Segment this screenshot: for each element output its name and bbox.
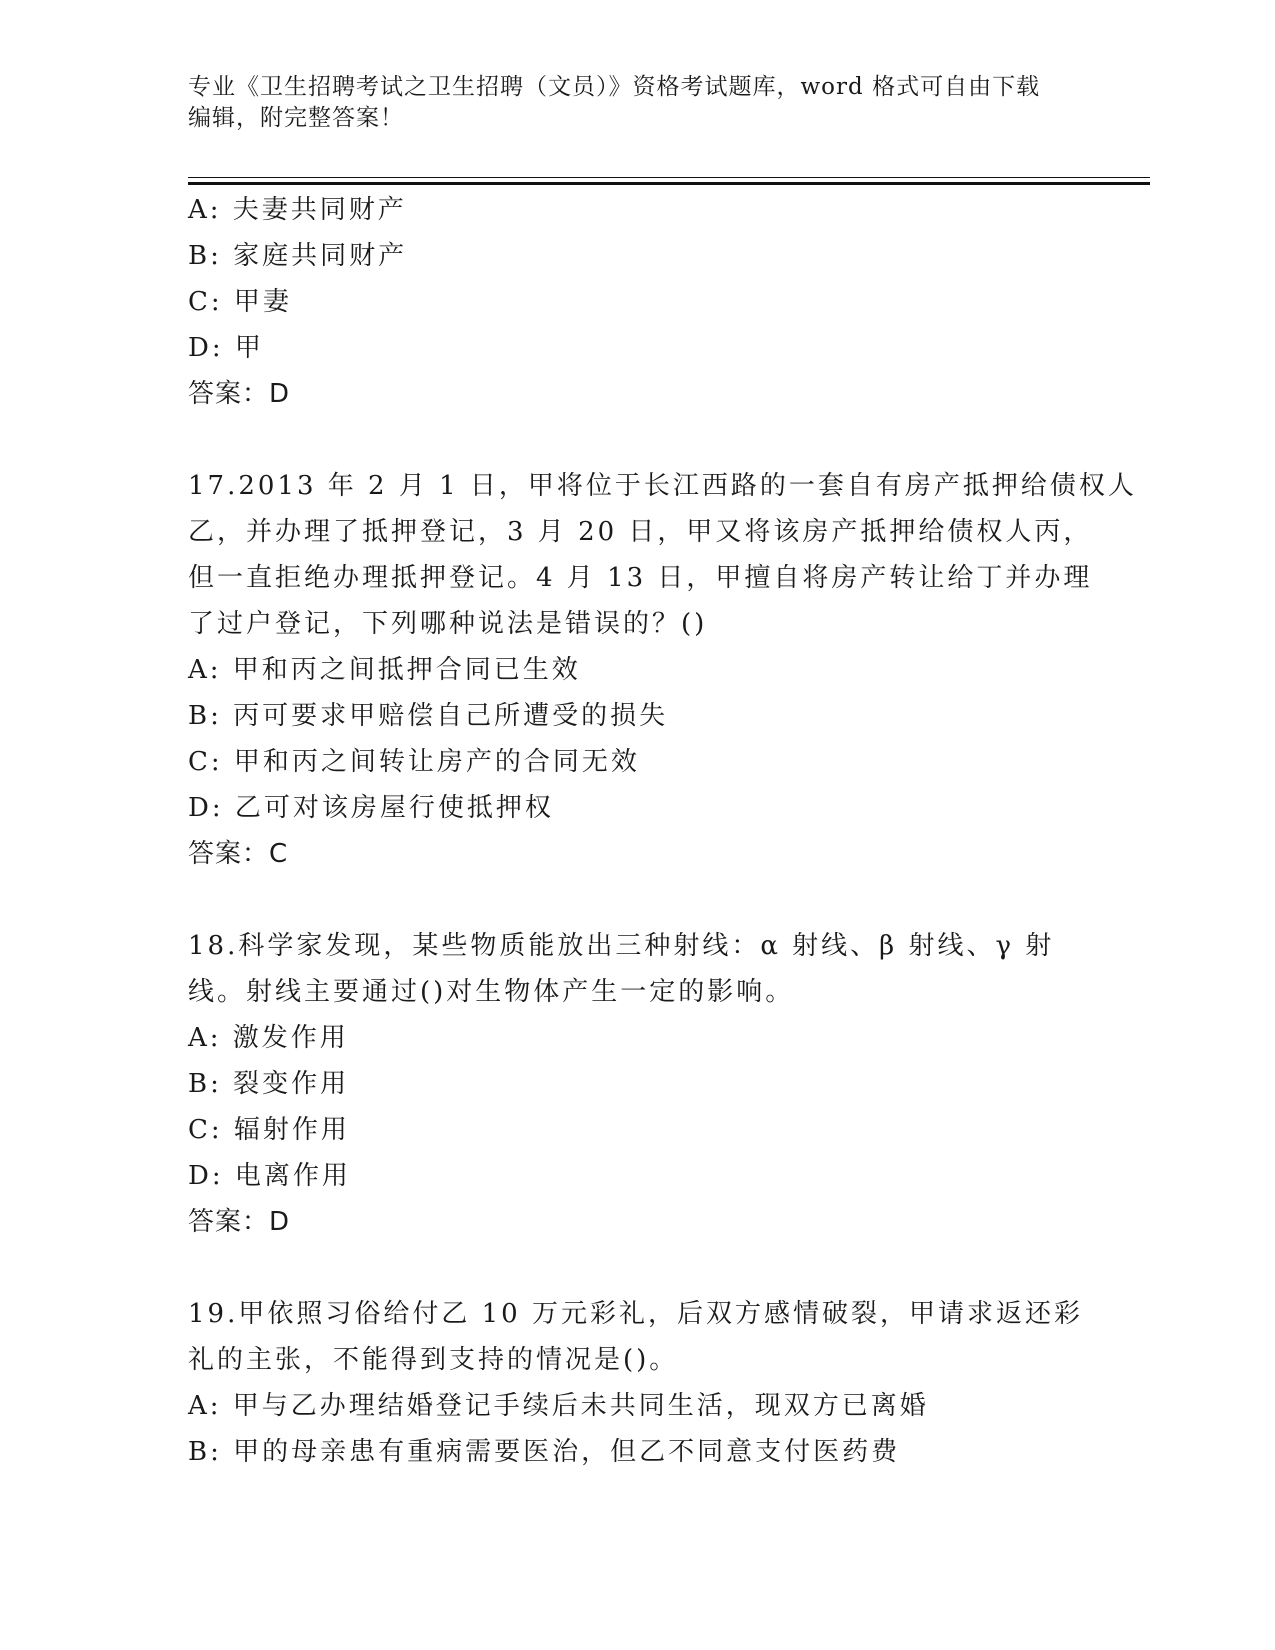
answer-option: B: 丙可要求甲赔偿自己所遭受的损失: [188, 701, 669, 731]
question-text-line: 了过户登记，下列哪种说法是错误的？(): [188, 609, 708, 639]
question-block: [188, 923, 1108, 1245]
header-divider-thin: [188, 177, 1150, 178]
answer-option: C: 辐射作用: [188, 1115, 350, 1145]
answer-key: 答案：C: [188, 839, 289, 869]
answer-key: 答案：D: [188, 1207, 291, 1237]
answer-option: A: 甲和丙之间抵押合同已生效: [188, 655, 581, 685]
header-divider-thick: [188, 182, 1150, 185]
question-text-line: 17.2013 年 2 月 1 日，甲将位于长江西路的一套自有房产抵押给债权人: [188, 471, 1137, 501]
question-block: [188, 187, 1108, 417]
answer-option: D: 电离作用: [188, 1161, 351, 1191]
header-line-2: 编辑，附完整答案！: [188, 105, 404, 131]
header-line-1: 专业《卫生招聘考试之卫生招聘（文员）》资格考试题库，word 格式可自由下载: [188, 74, 1041, 100]
question-list: [188, 187, 1137, 1475]
answer-key: 答案：D: [188, 379, 291, 409]
question-block: [188, 463, 1137, 877]
answer-option: C: 甲妻: [188, 287, 292, 317]
page-header: [188, 72, 1088, 134]
question-block: [188, 1291, 1108, 1475]
answer-option: A: 激发作用: [188, 1023, 349, 1053]
answer-option: B: 家庭共同财产: [188, 241, 408, 271]
answer-option: D: 甲: [188, 333, 264, 363]
answer-option: B: 甲的母亲患有重病需要医治，但乙不同意支付医药费: [188, 1437, 901, 1467]
answer-option: A: 夫妻共同财产: [188, 195, 407, 225]
question-text-line: 线。射线主要通过()对生物体产生一定的影响。: [188, 977, 795, 1007]
question-text-line: 但一直拒绝办理抵押登记。4 月 13 日，甲擅自将房产转让给丁并办理: [188, 563, 1093, 593]
answer-option: C: 甲和丙之间转让房产的合同无效: [188, 747, 640, 777]
question-text-line: 礼的主张，不能得到支持的情况是()。: [188, 1345, 679, 1375]
answer-option: D: 乙可对该房屋行使抵押权: [188, 793, 554, 823]
answer-option: B: 裂变作用: [188, 1069, 350, 1099]
question-text-line: 乙，并办理了抵押登记，3 月 20 日，甲又将该房产抵押给债权人丙，: [188, 517, 1093, 547]
question-text-line: 18.科学家发现，某些物质能放出三种射线：α 射线、β 射线、γ 射: [188, 931, 1055, 961]
answer-option: A: 甲与乙办理结婚登记手续后未共同生活，现双方已离婚: [188, 1391, 929, 1421]
question-text-line: 19.甲依照习俗给付乙 10 万元彩礼，后双方感情破裂，甲请求返还彩: [188, 1299, 1083, 1329]
